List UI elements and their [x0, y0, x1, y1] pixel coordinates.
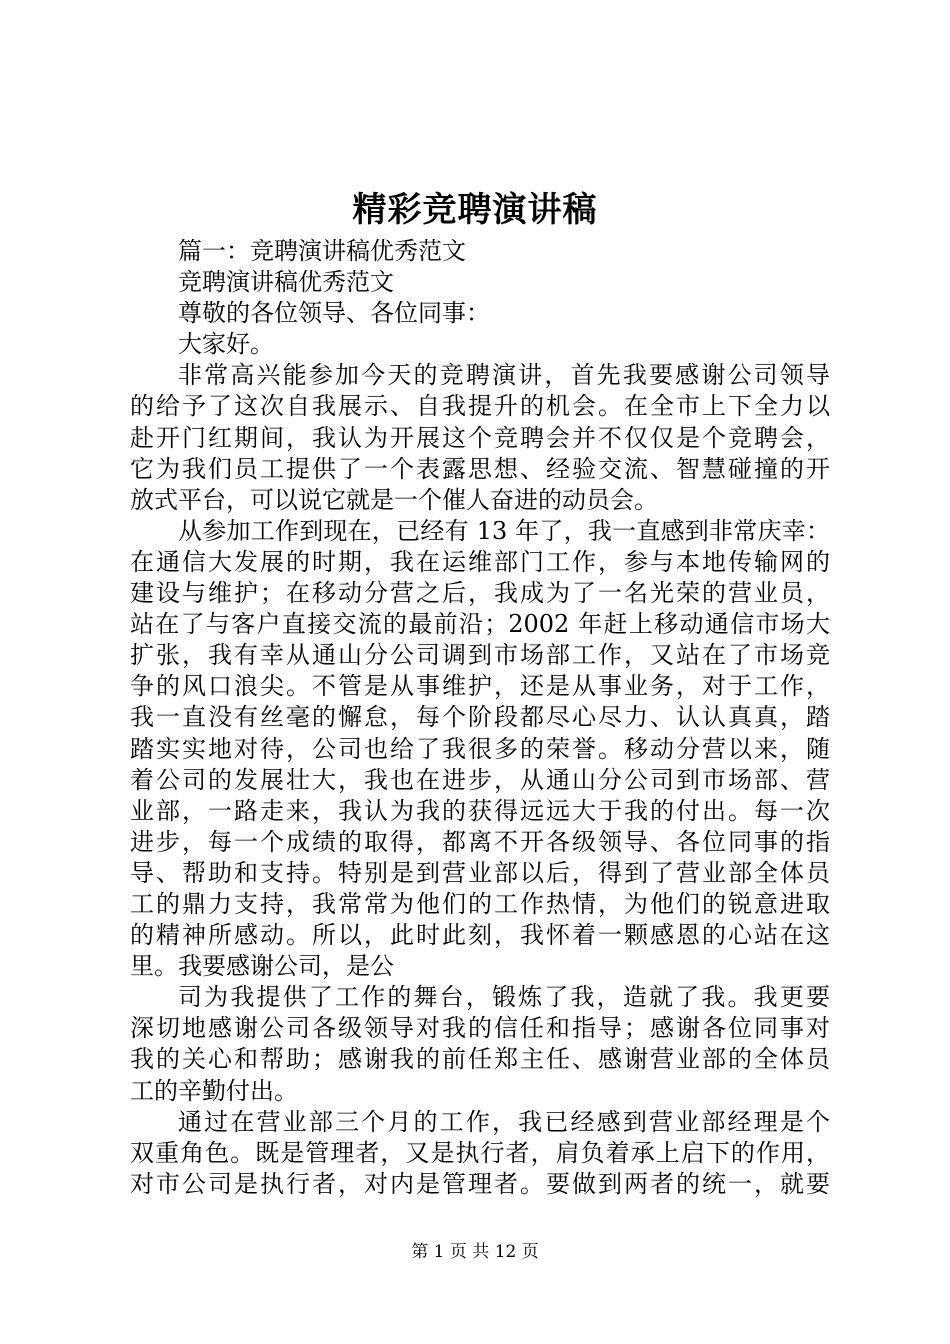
- text-line: 赴开门红期间，我认为开展这个竞聘会并不仅仅是个竞聘会，: [130, 423, 830, 452]
- text-line: 竞聘演讲稿优秀范文: [178, 268, 394, 297]
- document-body: [130, 236, 830, 1200]
- text-line: 它为我们员工提供了一个表露思想、经验交流、智慧碰撞的开: [130, 454, 830, 483]
- text-line: 导、帮助和支持。特别是到营业部以后，得到了营业部全体员: [130, 858, 830, 887]
- text-line: 非常高兴能参加今天的竞聘演讲，首先我要感谢公司领导: [178, 361, 830, 390]
- page-footer: 第 1 页 共 12 页: [411, 1242, 539, 1262]
- text-line: 工的辛勤付出。: [130, 1076, 298, 1105]
- text-line: 站在了与客户直接交流的最前沿；2002 年赶上移动通信市场大: [130, 610, 830, 639]
- text-line: 尊敬的各位领导、各位同事：: [178, 299, 490, 328]
- document-title: 精彩竞聘演讲稿: [352, 190, 598, 230]
- text-line: 从参加工作到现在，已经有 13 年了，我一直感到非常庆幸：: [178, 516, 830, 545]
- text-line: 放式平台，可以说它就是一个催人奋进的动员会。: [130, 485, 658, 514]
- text-line: 建设与维护；在移动分营之后，我成为了一名光荣的营业员，: [130, 579, 830, 608]
- text-line: 着公司的发展壮大，我也在进步，从通山分公司到市场部、营: [130, 765, 830, 794]
- text-line: 双重角色。既是管理者，又是执行者，肩负着承上启下的作用，: [130, 1138, 830, 1167]
- text-line: 我一直没有丝毫的懈怠，每个阶段都尽心尽力、认认真真，踏: [130, 703, 830, 732]
- text-line: 我的关心和帮助；感谢我的前任郑主任、感谢营业部的全体员: [130, 1045, 830, 1074]
- text-line: 工的鼎力支持，我常常为他们的工作热情，为他们的锐意进取: [130, 889, 830, 918]
- text-line: 在通信大发展的时期，我在运维部门工作，参与本地传输网的: [130, 547, 830, 576]
- text-line: 深切地感谢公司各级领导对我的信任和指导；感谢各位同事对: [130, 1014, 830, 1043]
- text-line: 大家好。: [178, 330, 274, 359]
- text-line: 进步，每一个成绩的取得，都离不开各级领导、各位同事的指: [130, 827, 830, 856]
- text-line: 的精神所感动。所以，此时此刻，我怀着一颗感恩的心站在这: [130, 921, 830, 950]
- text-line: 踏实实地对待，公司也给了我很多的荣誉。移动分营以来，随: [130, 734, 830, 763]
- text-line: 里。我要感谢公司，是公: [130, 952, 394, 981]
- text-line: 的给予了这次自我展示、自我提升的机会。在全市上下全力以: [130, 392, 830, 421]
- text-line: 业部，一路走来，我认为我的获得远远大于我的付出。每一次: [130, 796, 830, 825]
- text-line: 通过在营业部三个月的工作，我已经感到营业部经理是个: [178, 1107, 830, 1136]
- text-line: 对市公司是执行者，对内是管理者。要做到两者的统一，就要: [130, 1169, 830, 1198]
- text-line: 篇一：竞聘演讲稿优秀范文: [178, 237, 466, 265]
- text-line: 扩张，我有幸从通山分公司调到市场部工作，又站在了市场竞: [130, 641, 830, 670]
- text-line: 司为我提供了工作的舞台，锻炼了我，造就了我。我更要: [178, 983, 830, 1012]
- text-line: 争的风口浪尖。不管是从事维护，还是从事业务，对于工作，: [130, 672, 830, 701]
